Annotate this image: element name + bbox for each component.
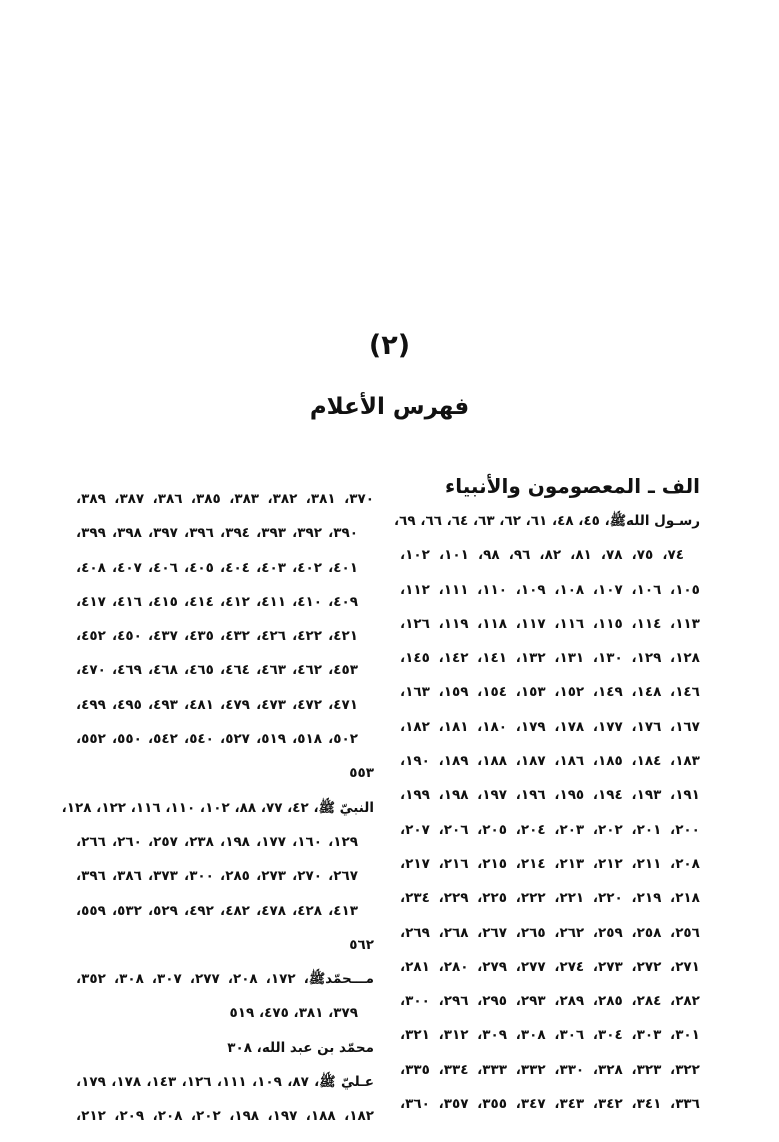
index-line: ١٠٥، ١٠٦، ١٠٧، ١٠٨، ١٠٩، ١١٠، ١١١، ١١٢، [400,581,700,598]
index-line: ١٤٦، ١٤٨، ١٤٩، ١٥٢، ١٥٣، ١٥٤، ١٥٩، ١٦٣، [400,684,700,701]
index-line: ٣٠١، ٣٠٣، ٣٠٤، ٣٠٦، ٣٠٨، ٣٠٩، ٣١٢، ٣٢١، [400,1027,700,1044]
index-line: ٢٠٨، ٢١١، ٢١٢، ٢١٣، ٢١٤، ٢١٥، ٢١٦، ٢١٧، [400,855,700,872]
index-line: ١١٣، ١١٤، ١١٥، ١١٦، ١١٧، ١١٨، ١١٩، ١٢٦، [400,615,700,632]
index-line: ١٩١، ١٩٣، ١٩٤، ١٩٥، ١٩٦، ١٩٧، ١٩٨، ١٩٩، [400,787,700,804]
index-line: ١٢٨، ١٢٩، ١٣٠، ١٣١، ١٣٢، ١٤١، ١٤٢، ١٤٥، [400,650,700,667]
index-line: ٣٧٩، ٣٨١، ٤٧٥، ٥١٩ [229,1005,358,1022]
index-line: ٥٦٢ [349,936,374,953]
index-line: ٤٠١، ٤٠٢، ٤٠٣، ٤٠٤، ٤٠٥، ٤٠٦، ٤٠٧، ٤٠٨، [76,559,358,576]
index-line: محمّد بن عبد الله، ٣٠٨ [227,1039,374,1056]
index-line: ٧٤، ٧٥، ٧٨، ٨١، ٨٢، ٩٦، ٩٨، ١٠١، ١٠٢، [400,547,684,564]
index-line: ٣٩٠، ٣٩٢، ٣٩٣، ٣٩٤، ٣٩٦، ٣٩٧، ٣٩٨، ٣٩٩، [76,525,358,542]
page-title: فهرس الأعلام [309,394,470,420]
left-column-lines [61,482,374,1134]
index-line: ١٢٩، ١٦٠، ١٧٧، ١٩٨، ٢٣٨، ٢٥٧، ٢٦٠، ٢٦٦، [76,833,358,850]
index-line: ٤٠٩، ٤١٠، ٤١١، ٤١٢، ٤١٤، ٤١٥، ٤١٦، ٤١٧، [76,593,358,610]
left-column [61,482,374,1134]
index-line: رسـول اللهﷺ، ٤٥، ٤٨، ٦١، ٦٢، ٦٣، ٦٤، ٦٦، ٦٩، [394,513,700,529]
index-line: ١٦٧، ١٧٦، ١٧٧، ١٧٨، ١٧٩، ١٨٠، ١٨١، ١٨٢، [400,718,700,735]
index-line: ٢٦٧، ٢٧٠، ٢٧٣، ٢٨٥، ٣٠٠، ٣٧٣، ٣٨٦، ٣٩٦، [76,868,358,885]
section-heading: الف ـ المعصومون والأنبياء [445,474,700,498]
index-line: ٢١٨، ٢١٩، ٢٢٠، ٢٢١، ٢٢٢، ٢٢٥، ٢٢٩، ٢٣٤، [400,890,700,907]
section-number: (٢) [368,330,411,361]
index-line: ٤٥٣، ٤٦٢، ٤٦٣، ٤٦٤، ٤٦٥، ٤٦٨، ٤٦٩، ٤٧٠، [76,662,358,679]
index-line: ٣٧٠، ٣٨١، ٣٨٢، ٣٨٣، ٣٨٥، ٣٨٦، ٣٨٧، ٣٨٩، [76,491,374,507]
index-line: ١٨٢، ١٨٨، ١٩٧، ١٩٨، ٢٠٢، ٢٠٨، ٢٠٩، ٢١٢، [76,1108,374,1125]
index-line: ٣٣٦، ٣٤١، ٣٤٢، ٣٤٣، ٣٤٧، ٣٥٥، ٣٥٧، ٣٦٠، [400,1096,700,1113]
index-line: ٥٥٣ [349,765,374,782]
index-line: عـليّ ﷺ، ٨٧، ١٠٩، ١١١، ١٢٦، ١٤٣، ١٧٨، ١٧٩، [76,1074,374,1091]
index-line: ٣٢٢، ٣٢٣، ٣٢٨، ٣٣٠، ٣٣٢، ٣٣٣، ٣٣٤، ٣٣٥، [400,1061,700,1078]
index-line: ٢٧١، ٢٧٢، ٢٧٣، ٢٧٤، ٢٧٧، ٢٧٩، ٢٨٠، ٢٨١، [400,958,700,975]
index-line: ٢٨٢، ٢٨٤، ٢٨٥، ٢٨٩، ٢٩٣، ٢٩٥، ٢٩٦، ٣٠٠، [400,993,700,1010]
index-line: النبيّ ﷺ، ٤٢، ٧٧، ٨٨، ١٠٢، ١١٠، ١١٦، ١٢٢، ١٢٨، [61,799,374,816]
index-line: ٥٠٢، ٥١٨، ٥١٩، ٥٢٧، ٥٤٠، ٥٤٢، ٥٥٠، ٥٥٢، [76,731,358,748]
index-line: ٤١٣، ٤٢٨، ٤٧٨، ٤٨٢، ٤٩٢، ٥٢٩، ٥٣٢، ٥٥٩، [76,902,358,919]
index-line: ١٨٣، ١٨٤، ١٨٥، ١٨٦، ١٨٧، ١٨٨، ١٨٩، ١٩٠، [400,753,700,770]
right-column [394,468,700,1121]
index-line: ٤٢١، ٤٢٢، ٤٢٦، ٤٣٢، ٤٣٥، ٤٣٧، ٤٥٠، ٤٥٢، [76,628,358,645]
index-line: ٢٥٦، ٢٥٨، ٢٥٩، ٢٦٢، ٢٦٥، ٢٦٧، ٢٦٨، ٢٦٩، [400,924,700,941]
index-line: ٤٧١، ٤٧٢، ٤٧٣، ٤٧٩، ٤٨١، ٤٩٣، ٤٩٥، ٤٩٩، [76,696,358,713]
index-line: مـــحمّدﷺ، ١٧٢، ٢٠٨، ٢٧٧، ٣٠٧، ٣٠٨، ٣٥٢، [76,971,374,988]
index-line: ٢٠٠، ٢٠١، ٢٠٢، ٢٠٣، ٢٠٤، ٢٠٥، ٢٠٦، ٢٠٧، [400,821,700,838]
right-column-lines [394,504,700,1121]
